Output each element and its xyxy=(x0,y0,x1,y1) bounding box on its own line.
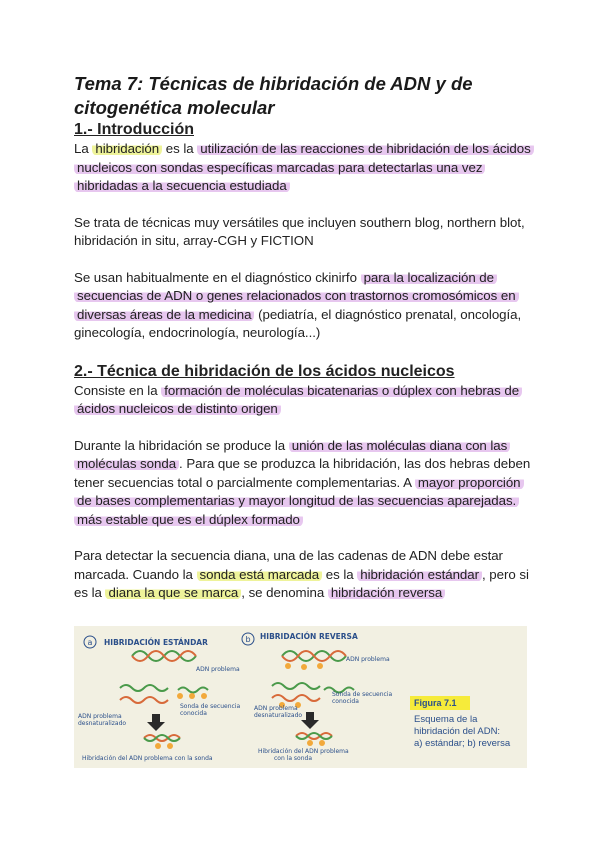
highlight: sonda está marcada xyxy=(197,567,323,582)
result-label-b-2: con la sonda xyxy=(274,755,313,762)
panel-b-letter: b xyxy=(245,635,251,644)
adn-problema-label-b: ADN problema xyxy=(346,656,390,663)
strand-icon xyxy=(120,697,168,703)
probe-icon xyxy=(178,688,208,693)
section-1-heading: 1.- Introducción xyxy=(74,121,194,138)
sonda-label-b-2: conocida xyxy=(332,698,359,705)
sonda-label-a-1: Sonda de secuencia xyxy=(180,703,241,710)
label-dot-icon xyxy=(317,663,323,669)
result-label-b-1: Hibridación del ADN problema xyxy=(258,748,349,755)
title-line-1: Tema 7: Técnicas de hibridación de ADN y de xyxy=(74,73,473,94)
strand-icon xyxy=(272,695,320,701)
result-label-a: Hibridación del ADN problema con la sonda xyxy=(82,755,213,762)
panel-b-title: HIBRIDACIÓN REVERSA xyxy=(260,632,358,641)
helix-icon xyxy=(282,651,346,661)
highlight: mayor proporción de bases complementarias y mayor longitud de las secuencias aparejadas. más estable que es el dúplex formado xyxy=(74,475,524,527)
highlight: hibridación xyxy=(92,141,162,156)
caption-line-3: a) estándar; b) reversa xyxy=(414,738,511,749)
technique-paragraph-2: Durante la hibridación se produce la unión de las moléculas diana con las moléculas sonda . Para que se produzca la hibridación, las dos hebras deben tener secuencias total o parcialmente complementarias. A mayor proporción de bases complementarias y mayor longitud de las secuencias aparejadas. más estable que es el dúplex formado xyxy=(74,437,531,527)
down-arrow-icon xyxy=(301,712,319,729)
hybridization-figure xyxy=(74,626,527,768)
down-arrow-icon xyxy=(147,714,165,731)
desnat-label-a-2: desnaturalizado xyxy=(78,720,127,727)
label-dot-icon xyxy=(319,740,325,746)
highlight: unión de las moléculas diana con las moléculas sonda xyxy=(74,438,510,472)
panel-a-letter: a xyxy=(87,638,93,647)
highlight: utilización de las reacciones de hibridación de los ácidos nucleicos con sondas específicas marcadas para detectarlas una vez hibridadas a la secuencia estudiada xyxy=(74,141,534,193)
caption-line-1: Esquema de la xyxy=(414,714,478,725)
intro-paragraph-1: La hibridación es la utilización de las reacciones de hibridación de los ácidos nucleicos con sondas específicas marcadas para detectarlas una vez hibridadas a la secuencia estudiada xyxy=(74,140,534,196)
technique-paragraph-1: Consiste en la formación de moléculas bicatenarias o dúplex con hebras de ácidos nucleicos de distinto origen xyxy=(74,382,534,419)
figure-diagram xyxy=(74,626,527,768)
strand-icon xyxy=(120,685,168,691)
highlight: hibridación estándar xyxy=(357,567,482,582)
title-line-2: citogenética molecular xyxy=(74,97,275,118)
highlight: para la localización de secuencias de ADN o genes relacionados con trastornos cromosómicos en diversas áreas de la medicina xyxy=(74,270,519,322)
helix-icon xyxy=(132,651,196,661)
label-dot-icon xyxy=(177,693,183,699)
sonda-label-b-1: Sonda de secuencia xyxy=(332,691,393,698)
caption-line-2: hibridación del ADN: xyxy=(414,726,501,737)
intro-paragraph-2: Se trata de técnicas muy versátiles que incluyen southern blog, northern blot, hibridación in situ, array-CGH y FICTION xyxy=(74,214,525,248)
highlight: hibridación reversa xyxy=(328,585,445,600)
strand-icon xyxy=(272,683,320,689)
label-dot-icon xyxy=(301,664,307,670)
document-title xyxy=(74,72,534,120)
label-dot-icon xyxy=(201,693,207,699)
desnat-label-b-1: ADN problema xyxy=(254,705,298,712)
desnat-label-b-2: desnaturalizado xyxy=(254,712,303,719)
desnat-label-a-1: ADN problema xyxy=(78,713,122,720)
label-dot-icon xyxy=(285,663,291,669)
sonda-label-a-2: conocida xyxy=(180,710,207,717)
highlight: formación de moléculas bicatenarias o dúplex con hebras de ácidos nucleicos de distinto origen xyxy=(74,383,522,417)
adn-problema-label-a: ADN problema xyxy=(196,666,240,673)
technique-paragraph-3: Para detectar la secuencia diana, una de las cadenas de ADN debe estar marcada. Cuando la sonda está marcada es la hibridación estándar , pero si es la diana la que se marca , se denomina hibridación reversa xyxy=(74,548,529,600)
intro-paragraph-3: Se usan habitualmente en el diagnóstico ckinirfo para la localización de secuencias de ADN o genes relacionados con trastornos cromosómicos en diversas áreas de la medicina (pediatría, el diagnóstico prenatal, oncología, ginecología, endocrinología, neurología...) xyxy=(74,269,522,340)
label-dot-icon xyxy=(155,743,161,749)
label-dot-icon xyxy=(189,693,195,699)
panel-a-title: HIBRIDACIÓN ESTÁNDAR xyxy=(104,638,208,647)
label-dot-icon xyxy=(167,743,173,749)
figure-label: Figura 7.1 xyxy=(414,698,457,708)
document-page xyxy=(74,72,534,603)
highlight: diana la que se marca xyxy=(105,585,241,600)
label-dot-icon xyxy=(307,740,313,746)
section-2-heading: 2.- Técnica de hibridación de los ácidos nucleicos xyxy=(74,362,455,380)
